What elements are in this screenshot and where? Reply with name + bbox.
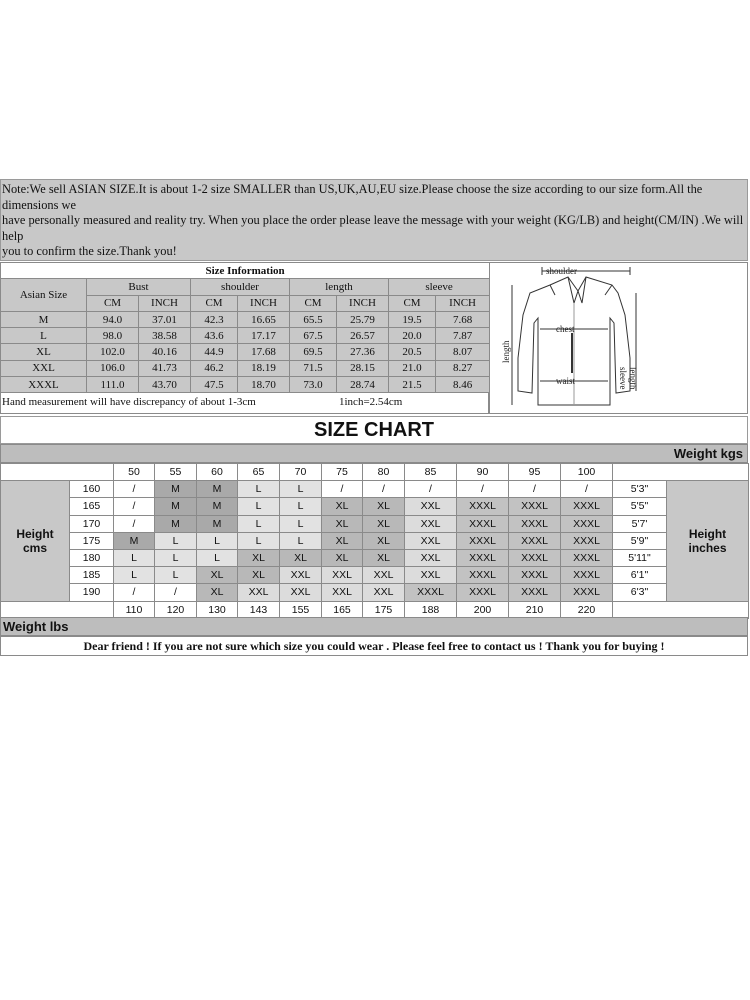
size-cell: L: [238, 481, 280, 498]
measurement-cell: 26.57: [337, 328, 389, 344]
measurement-cell: 106.0: [87, 360, 139, 376]
size-cell: XL: [322, 549, 363, 566]
measurement-cell: 46.2: [191, 360, 238, 376]
size-cell: L: [197, 532, 238, 549]
size-cell: /: [509, 481, 561, 498]
size-cell: XXXL: [509, 532, 561, 549]
size-cell: /: [405, 481, 457, 498]
size-label: XXXL: [1, 377, 87, 393]
lb-value: 143: [238, 601, 280, 618]
size-cell: XL: [238, 549, 280, 566]
size-cell: XXL: [238, 584, 280, 601]
blank-cell: [613, 464, 749, 481]
measurement-cell: 20.5: [389, 344, 436, 360]
label-sleeve-length: length: [628, 367, 638, 390]
height-inch: 5'9": [613, 532, 667, 549]
lb-value: 200: [457, 601, 509, 618]
size-info-title: Size Information: [1, 263, 490, 279]
size-cell: XXXL: [509, 549, 561, 566]
size-info-footer: [0, 393, 489, 414]
height-row: [1, 584, 749, 601]
measurement-cell: 42.3: [191, 311, 238, 327]
height-cm: 165: [70, 498, 114, 515]
asian-size-header: Asian Size: [1, 279, 87, 312]
lb-value: 110: [114, 601, 155, 618]
size-cell: XXXL: [509, 498, 561, 515]
lbs-row: [1, 601, 749, 618]
size-cell: XXXL: [457, 567, 509, 584]
kg-header: 60: [197, 464, 238, 481]
unit-cm: CM: [87, 295, 139, 311]
corner-cell: [1, 601, 114, 618]
size-cell: XL: [363, 549, 405, 566]
lb-value: 165: [322, 601, 363, 618]
size-cell: /: [322, 481, 363, 498]
measurement-cell: 69.5: [290, 344, 337, 360]
size-cell: XXL: [322, 567, 363, 584]
size-cell: XL: [322, 498, 363, 515]
measurement-cell: 67.5: [290, 328, 337, 344]
height-inches-text: Height: [688, 526, 727, 541]
lb-value: 130: [197, 601, 238, 618]
measurement-cell: 47.5: [191, 377, 238, 393]
note-line: help: [2, 228, 24, 243]
group-header-bust: Bust: [87, 279, 191, 295]
label-waist: waist: [556, 376, 575, 386]
height-cms-text: cms: [22, 540, 48, 555]
size-cell: XXXL: [561, 515, 613, 532]
shirt-diagram: [489, 262, 748, 414]
shirt-icon: [490, 263, 747, 413]
size-cell: XL: [197, 584, 238, 601]
size-label: M: [1, 311, 87, 327]
size-cell: XXL: [405, 567, 457, 584]
lb-value: 155: [280, 601, 322, 618]
size-cell: /: [114, 481, 155, 498]
size-cell: XL: [363, 532, 405, 549]
measurement-cell: 8.27: [436, 360, 490, 376]
measurement-cell: 37.01: [139, 311, 191, 327]
lb-value: 120: [155, 601, 197, 618]
size-cell: XXL: [405, 549, 457, 566]
size-cell: L: [155, 567, 197, 584]
kg-header: 90: [457, 464, 509, 481]
size-label: XL: [1, 344, 87, 360]
label-shoulder: shoulder: [546, 266, 577, 276]
label-length: length: [501, 340, 511, 363]
measurement-cell: 16.65: [238, 311, 290, 327]
unit-cm: CM: [290, 295, 337, 311]
size-cell: XXXL: [509, 567, 561, 584]
measurement-cell: 8.07: [436, 344, 490, 360]
size-cell: XXXL: [509, 584, 561, 601]
size-chart-table: [0, 463, 749, 619]
unit-cm: CM: [389, 295, 436, 311]
size-label: XXL: [1, 360, 87, 376]
height-inch: 6'1": [613, 567, 667, 584]
size-cell: /: [561, 481, 613, 498]
contact-note: Dear friend ! If you are not sure which size you could wear . Please feel free to contact us ! Thank you for buying !: [0, 636, 748, 656]
size-cell: L: [280, 481, 322, 498]
size-cell: XXXL: [561, 498, 613, 515]
unit-inch: INCH: [436, 295, 490, 311]
size-info-row: [1, 344, 490, 360]
height-inch: 5'5": [613, 498, 667, 515]
measurement-cell: 25.79: [337, 311, 389, 327]
size-cell: M: [197, 481, 238, 498]
size-cell: M: [197, 498, 238, 515]
size-cell: L: [238, 498, 280, 515]
size-cell: XXXL: [509, 515, 561, 532]
measurement-cell: 43.6: [191, 328, 238, 344]
kg-header: 50: [114, 464, 155, 481]
size-cell: L: [280, 532, 322, 549]
measurement-cell: 28.15: [337, 360, 389, 376]
height-row: [1, 481, 749, 498]
measurement-cell: 17.68: [238, 344, 290, 360]
measurement-cell: 27.36: [337, 344, 389, 360]
size-cell: XXXL: [405, 584, 457, 601]
measurement-cell: 38.58: [139, 328, 191, 344]
measurement-cell: 71.5: [290, 360, 337, 376]
size-cell: M: [197, 515, 238, 532]
height-row: [1, 515, 749, 532]
size-cell: L: [114, 567, 155, 584]
size-cell: XXL: [363, 567, 405, 584]
kgs-header-row: [1, 464, 749, 481]
measurement-cell: 94.0: [87, 311, 139, 327]
height-row: [1, 549, 749, 566]
kg-header: 80: [363, 464, 405, 481]
size-cell: L: [114, 549, 155, 566]
size-cell: L: [197, 549, 238, 566]
measurement-cell: 21.0: [389, 360, 436, 376]
label-chest: chest: [556, 324, 575, 334]
lb-value: 210: [509, 601, 561, 618]
size-info-row: [1, 377, 490, 393]
measurement-cell: 43.70: [139, 377, 191, 393]
height-cm: 160: [70, 481, 114, 498]
size-info-row: [1, 360, 490, 376]
size-cell: L: [280, 498, 322, 515]
measurement-cell: 20.0: [389, 328, 436, 344]
size-info-rows: [1, 311, 490, 392]
inch-conversion: 1inch=2.54cm: [339, 396, 403, 408]
weight-lbs-label: Weight lbs: [0, 617, 748, 636]
note-line: dimensions we: [2, 197, 76, 212]
size-cell: XXL: [280, 584, 322, 601]
kg-header: 65: [238, 464, 280, 481]
blank-cell: [613, 601, 749, 618]
height-inches-text: inches: [688, 540, 727, 555]
size-cell: XXL: [280, 567, 322, 584]
size-cell: XXXL: [457, 584, 509, 601]
measurement-disclaimer: Hand measurement will have discrepancy of about 1-3cm: [2, 396, 256, 408]
size-cell: /: [114, 584, 155, 601]
size-cell: XXL: [405, 532, 457, 549]
size-cell: XL: [280, 549, 322, 566]
group-header-sleeve: sleeve: [389, 279, 490, 295]
unit-inch: INCH: [139, 295, 191, 311]
note-line: Note:We sell ASIAN SIZE.It is about 1-2 size SMALLER than US,UK,AU,EU size.Please choose the size according to our size form.All the: [2, 182, 703, 196]
size-cell: /: [114, 515, 155, 532]
kg-header: 75: [322, 464, 363, 481]
weight-kgs-label: Weight kgs: [0, 444, 748, 463]
unit-inch: INCH: [238, 295, 290, 311]
measurement-cell: 18.19: [238, 360, 290, 376]
size-cell: XXL: [405, 498, 457, 515]
measurement-cell: 28.74: [337, 377, 389, 393]
height-inch: 5'11": [613, 549, 667, 566]
height-cm: 175: [70, 532, 114, 549]
size-cell: XXXL: [457, 498, 509, 515]
height-row: [1, 532, 749, 549]
height-cm: 190: [70, 584, 114, 601]
size-information-table: [0, 262, 490, 393]
kg-header: 85: [405, 464, 457, 481]
note-line: you to confirm the size.Thank you!: [2, 244, 177, 258]
measurement-cell: 21.5: [389, 377, 436, 393]
height-inch: 5'3": [613, 481, 667, 498]
unit-cm: CM: [191, 295, 238, 311]
size-cell: /: [363, 481, 405, 498]
lb-value: 175: [363, 601, 405, 618]
size-cell: XL: [197, 567, 238, 584]
measurement-cell: 7.87: [436, 328, 490, 344]
height-cm: 170: [70, 515, 114, 532]
measurement-cell: 17.17: [238, 328, 290, 344]
lb-value: 220: [561, 601, 613, 618]
measurement-cell: 41.73: [139, 360, 191, 376]
size-cell: M: [155, 515, 197, 532]
corner-cell: [1, 464, 114, 481]
size-cell: M: [155, 481, 197, 498]
size-cell: M: [114, 532, 155, 549]
height-cm: 185: [70, 567, 114, 584]
size-cell: XXXL: [457, 532, 509, 549]
size-note: [0, 179, 748, 261]
label-sleeve: sleeve: [618, 367, 628, 390]
size-cell: XXL: [322, 584, 363, 601]
height-row: [1, 567, 749, 584]
size-cell: XL: [238, 567, 280, 584]
size-cell: XXXL: [457, 549, 509, 566]
height-cm: 180: [70, 549, 114, 566]
size-cell: XXXL: [561, 532, 613, 549]
size-cell: XL: [322, 515, 363, 532]
height-row: [1, 498, 749, 515]
height-inch: 6'3": [613, 584, 667, 601]
size-cell: XXXL: [457, 515, 509, 532]
size-cell: XL: [363, 515, 405, 532]
measurement-cell: 65.5: [290, 311, 337, 327]
kg-header: 70: [280, 464, 322, 481]
kg-header: 95: [509, 464, 561, 481]
size-cell: XL: [322, 532, 363, 549]
height-cms-text: Height: [16, 526, 54, 541]
size-cell: /: [457, 481, 509, 498]
kg-header: 55: [155, 464, 197, 481]
measurement-cell: 8.46: [436, 377, 490, 393]
lb-value: 188: [405, 601, 457, 618]
measurement-cell: 98.0: [87, 328, 139, 344]
measurement-cell: 111.0: [87, 377, 139, 393]
kg-header: 100: [561, 464, 613, 481]
size-cell: L: [238, 532, 280, 549]
measurement-cell: 7.68: [436, 311, 490, 327]
measurement-cell: 44.9: [191, 344, 238, 360]
measurement-cell: 18.70: [238, 377, 290, 393]
size-cell: XL: [363, 498, 405, 515]
size-info-row: [1, 311, 490, 327]
size-chart-body: [1, 464, 749, 619]
size-chart-title: SIZE CHART: [0, 416, 748, 444]
measurement-cell: 19.5: [389, 311, 436, 327]
size-cell: L: [280, 515, 322, 532]
size-cell: L: [155, 549, 197, 566]
size-cell: L: [155, 532, 197, 549]
measurement-cell: 102.0: [87, 344, 139, 360]
size-cell: XXL: [363, 584, 405, 601]
measurement-cell: 40.16: [139, 344, 191, 360]
size-cell: M: [155, 498, 197, 515]
note-line: have personally measured and reality try. When you place the order please leave the message with your weight (KG/LB) and height(CM/IN) .We will: [2, 213, 744, 227]
size-cell: L: [238, 515, 280, 532]
size-cell: /: [155, 584, 197, 601]
measurement-cell: 73.0: [290, 377, 337, 393]
size-info-row: [1, 328, 490, 344]
height-cms-label: [1, 481, 70, 601]
size-cell: XXXL: [561, 567, 613, 584]
height-inch: 5'7': [613, 515, 667, 532]
group-header-length: length: [290, 279, 389, 295]
size-cell: XXXL: [561, 584, 613, 601]
size-cell: XXXL: [561, 549, 613, 566]
size-cell: /: [114, 498, 155, 515]
group-header-shoulder: shoulder: [191, 279, 290, 295]
size-label: L: [1, 328, 87, 344]
size-cell: XXL: [405, 515, 457, 532]
height-inches-label: [667, 481, 749, 601]
unit-inch: INCH: [337, 295, 389, 311]
